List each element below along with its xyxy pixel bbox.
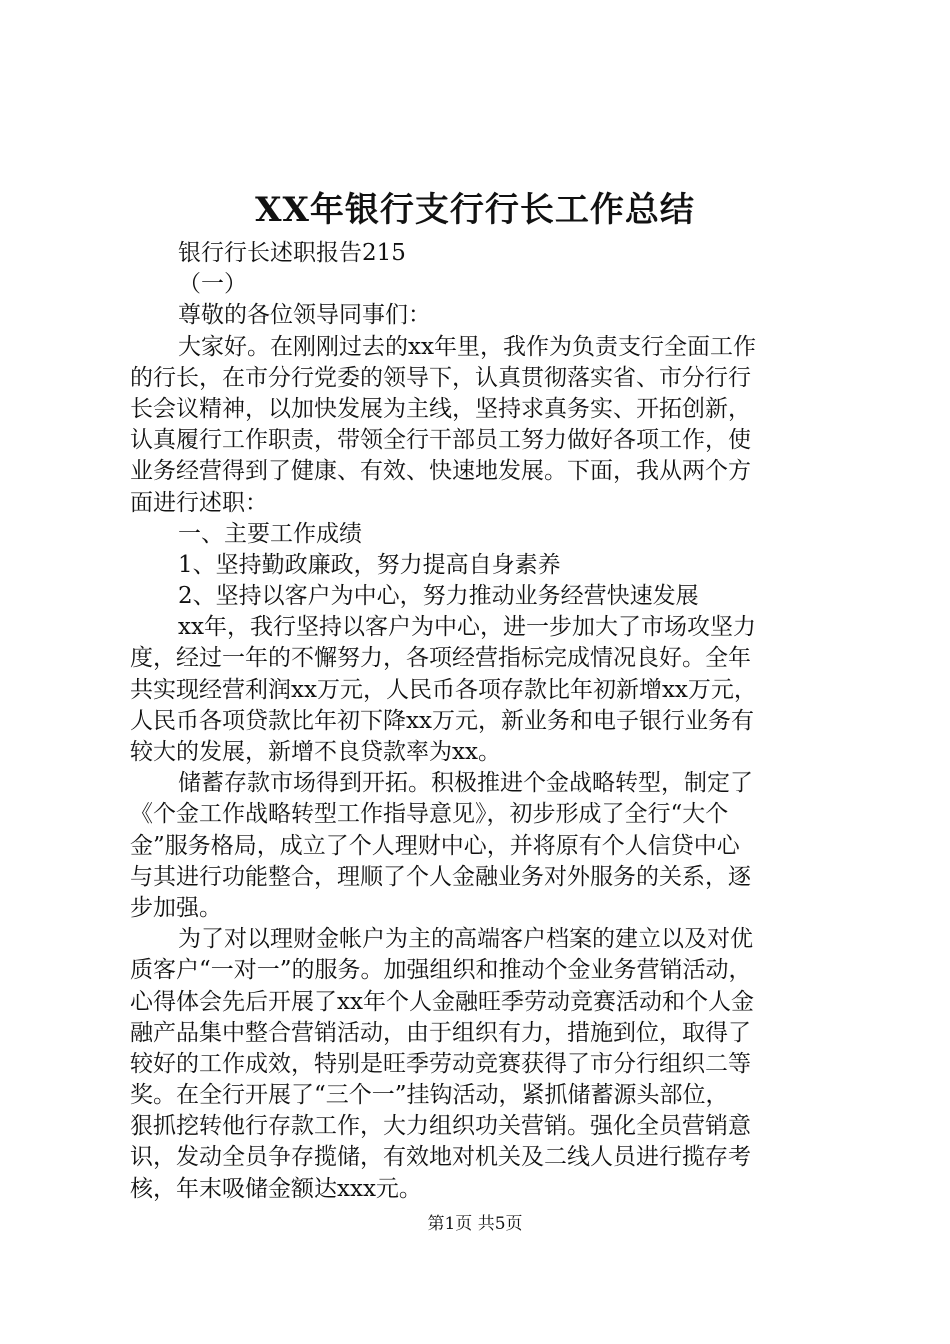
body-line: 金”服务格局，成立了个人理财中心，并将原有个人信贷中心 [130, 832, 740, 859]
body-line: 的行长，在市分行党委的领导下，认真贯彻落实省、市分行行 [130, 364, 751, 391]
body-line: 2、坚持以客户为中心，努力推动业务经营快速发展 [178, 583, 699, 610]
body-line: xx年，我行坚持以客户为中心，进一步加大了市场攻坚力 [178, 614, 756, 641]
body-line: 为了对以理财金帐户为主的高端客户档案的建立以及对优 [178, 926, 753, 953]
body-line: 与其进行功能整合，理顺了个人金融业务对外服务的关系，逐 [130, 863, 751, 890]
body-line: 质客户“一对一”的服务。加强组织和推动个金业务营销活动， [130, 957, 752, 984]
body-line: 度，经过一年的不懈努力，各项经营指标完成情况良好。全年 [130, 645, 751, 672]
body-line: 狠抓挖转他行存款工作，大力组织功关营销。强化全员营销意 [130, 1113, 751, 1140]
body-line: 步加强。 [130, 894, 222, 921]
body-line: 1、坚持勤政廉政，努力提高自身素养 [178, 551, 561, 578]
body-line: 共实现经营利润xx万元，人民币各项存款比年初新增xx万元， [130, 676, 757, 703]
body-line: 储蓄存款市场得到开拓。积极推进个金战略转型，制定了 [178, 770, 753, 797]
body-line: 业务经营得到了健康、有效、快速地发展。下面，我从两个方 [130, 458, 751, 485]
body-line: 一、主要工作成绩 [178, 520, 362, 547]
body-line: 认真履行工作职责，带领全行干部员工努力做好各项工作，使 [130, 427, 751, 454]
body-line: 人民币各项贷款比年初下降xx万元，新业务和电子银行业务有 [130, 707, 754, 734]
body-line: （一） [178, 271, 247, 298]
body-line: 面进行述职： [130, 489, 268, 516]
body-line: 心得体会先后开展了xx年个人金融旺季劳动竞赛活动和个人金 [130, 988, 754, 1015]
body-line: 奖。在全行开展了“三个一”挂钩活动，紧抓储蓄源头部位， [130, 1082, 729, 1109]
document-body [130, 238, 835, 1205]
body-line: 识，发动全员争存揽储，有效地对机关及二线人员进行揽存考 [130, 1144, 751, 1171]
document-title: XX年银行支行行长工作总结 [255, 190, 695, 230]
body-line: 融产品集中整合营销活动，由于组织有力，措施到位，取得了 [130, 1019, 751, 1046]
page-footer: 第1页 共5页 [427, 1214, 523, 1234]
body-line: 核，年末吸储金额达xxx元。 [130, 1175, 422, 1202]
body-line: 较大的发展，新增不良贷款率为xx。 [130, 739, 501, 765]
body-line: 大家好。在刚刚过去的xx年里，我作为负责支行全面工作 [178, 333, 756, 360]
body-line: 《个金工作战略转型工作指导意见》，初步形成了全行“大个 [130, 801, 729, 828]
body-line: 银行行长述职报告215 [178, 240, 406, 266]
body-line: 长会议精神，以加快发展为主线，坚持求真务实、开拓创新， [130, 395, 751, 422]
body-line: 较好的工作成效，特别是旺季劳动竞赛获得了市分行组织二等 [130, 1050, 751, 1077]
body-line: 尊敬的各位领导同事们： [178, 302, 431, 329]
